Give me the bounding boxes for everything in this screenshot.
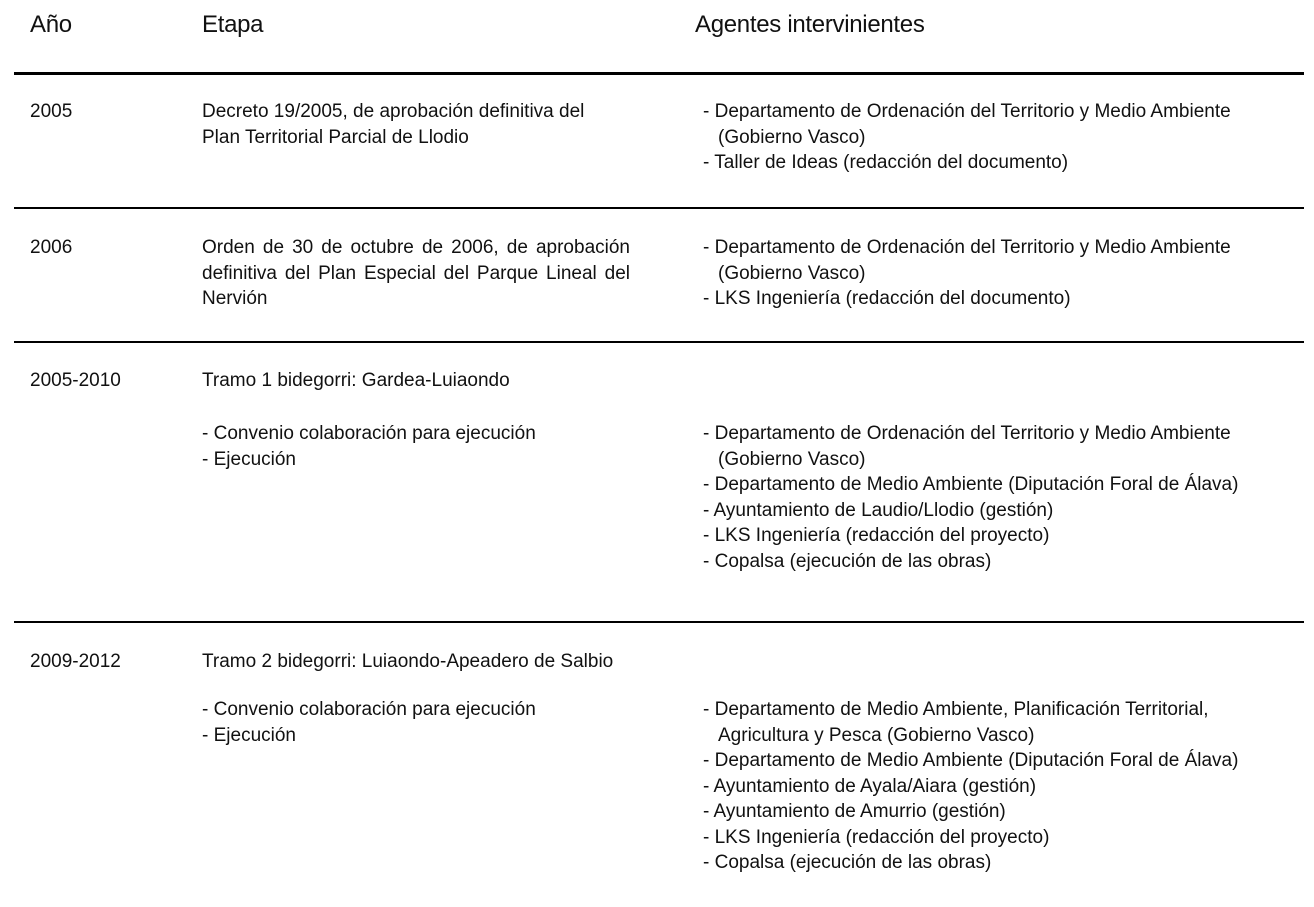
- stage-item: - Convenio colaboración para ejecución: [202, 423, 536, 444]
- row-agents-list: [703, 99, 1288, 176]
- agent-item: - Departamento de Ordenación del Territorio y Medio Ambiente (Gobierno Vasco): [703, 237, 1231, 284]
- agent-item: - Ayuntamiento de Laudio/Llodio (gestión): [703, 499, 1054, 521]
- row-divider: [14, 341, 1304, 343]
- row-year: 2006: [30, 237, 73, 258]
- row-stage-title: Decreto 19/2005, de aprobación definitiva del Plan Territorial Parcial de Llodio: [202, 101, 585, 148]
- column-header-agents: Agentes intervinientes: [695, 11, 925, 38]
- agent-item: - Departamento de Medio Ambiente, Planificación Territorial, Agricultura y Pesca (Gobierno Vasco): [703, 699, 1209, 746]
- row-year: 2009-2012: [30, 651, 121, 672]
- header-divider: [14, 72, 1304, 75]
- row-agents-list: [703, 235, 1288, 312]
- stage-item: - Ejecución: [202, 724, 296, 746]
- agent-item: - Departamento de Ordenación del Territorio y Medio Ambiente (Gobierno Vasco): [703, 423, 1231, 470]
- agent-item: - LKS Ingeniería (redacción del documento): [703, 288, 1071, 309]
- row-stage-items: [202, 421, 632, 472]
- agent-item: - Departamento de Medio Ambiente (Diputación Foral de Álava): [703, 474, 1239, 495]
- agent-item: - Departamento de Ordenación del Territorio y Medio Ambiente (Gobierno Vasco): [703, 101, 1231, 148]
- stage-item: - Ejecución: [202, 448, 296, 470]
- row-year: 2005-2010: [30, 370, 121, 391]
- row-stage-title: Tramo 2 bidegorri: Luiaondo-Apeadero de Salbio: [202, 651, 614, 672]
- agent-item: - Copalsa (ejecución de las obras): [703, 550, 992, 572]
- stage-item: - Convenio colaboración para ejecución: [202, 699, 536, 720]
- row-stage-title: Tramo 1 bidegorri: Gardea-Luiaondo: [202, 370, 510, 391]
- row-divider: [14, 621, 1304, 623]
- agent-item: - Ayuntamiento de Ayala/Aiara (gestión): [703, 775, 1037, 797]
- agent-item: - Taller de Ideas (redacción del documento): [703, 152, 1069, 173]
- agent-item: - Departamento de Medio Ambiente (Diputación Foral de Álava): [703, 750, 1239, 771]
- row-agents-list: [703, 697, 1288, 876]
- row-agents-list: [703, 421, 1288, 574]
- agent-item: - LKS Ingeniería (redacción del proyecto): [703, 826, 1050, 848]
- column-header-year: Año: [30, 11, 72, 38]
- column-header-stage: Etapa: [202, 11, 264, 38]
- agent-item: - Copalsa (ejecución de las obras): [703, 852, 992, 873]
- row-divider: [14, 207, 1304, 209]
- row-stage-items: [202, 697, 632, 748]
- row-stage-title: Orden de 30 de octubre de 2006, de aprobación definitiva del Plan Especial del Parque Lineal del Nervión: [202, 237, 630, 309]
- row-year: 2005: [30, 101, 73, 122]
- agent-item: - LKS Ingeniería (redacción del proyecto): [703, 525, 1050, 546]
- agent-item: - Ayuntamiento de Amurrio (gestión): [703, 801, 1006, 822]
